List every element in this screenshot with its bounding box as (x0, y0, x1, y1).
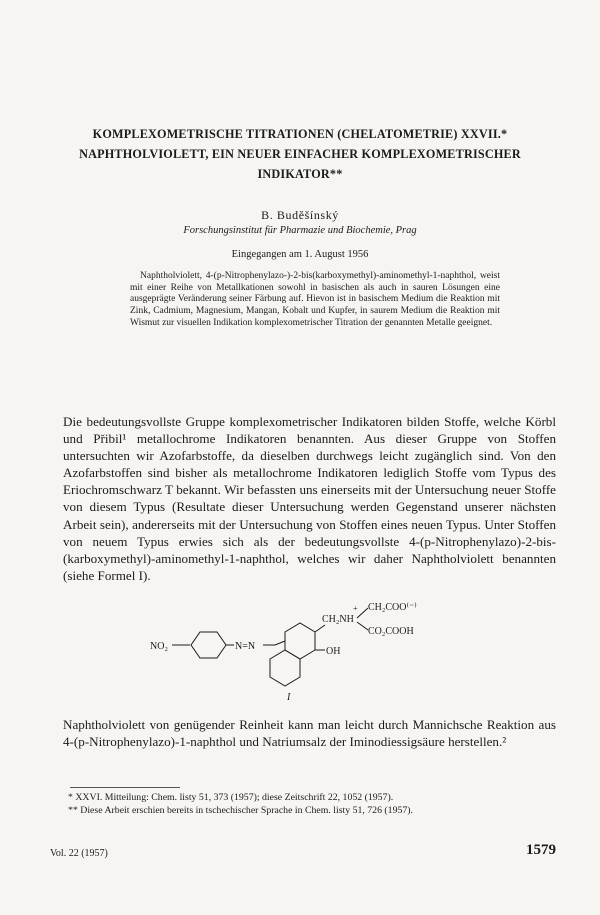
footnotes (60, 791, 560, 817)
article-title (40, 124, 560, 184)
body-section-1 (63, 413, 556, 584)
formula-co2cooh: CO₂COOH (368, 626, 414, 637)
footnote-2: ** Diese Arbeit erschien bereits in tschechischer Sprache in Chem. listy 51, 726 (1957). (68, 805, 413, 816)
abstract (130, 271, 500, 330)
formula-ch2nh: CH₂NH (322, 614, 354, 625)
bond-ring-link (275, 641, 285, 645)
bond-lower-branch (357, 622, 368, 630)
title-line-3: INDIKATOR** (257, 167, 343, 181)
footnote-1: * XXVI. Mitteilung: Chem. listy 51, 373 (1957); diese Zeitschrift 22, 1052 (1957). (68, 792, 394, 803)
title-line-2: NAPHTHOLVIOLETT, EIN NEUER EINFACHER KOMPLEXOMETRISCHER (79, 147, 521, 161)
abstract-text: Naphtholviolett, 4-(p-Nitrophenylazo-)-2-bis(karboxymethyl)-aminomethyl-1-naphthol, weist mit einer Reihe von Metallkationen sowohl in basischen als auch in sauren Lösungen eine ausgeprägte Veränderung seiner Färbung auf. Hievon ist in basischem Medium die Reaktion mit Zink, Cadmium, Magnesium, Mangan, Kobalt und Kupfer, in saurem Medium die Reaktion mit Wismut zur visuellen Indikation komplexometrischer Titration der genannten Metalle geeignet. (130, 271, 500, 328)
naphthalene-ring-lower (270, 650, 300, 686)
page-number: 1579 (526, 842, 556, 858)
body-section-2 (63, 716, 556, 750)
institute: Forschungsinstitut für Pharmazie und Biochemie, Prag (183, 225, 417, 236)
bond-upper-branch (357, 608, 368, 618)
body-paragraph-1: Die bedeutungsvollste Gruppe komplexometrischer Indikatoren bilden Stoffe, welche Körbl und Přibil¹ metallochrome Indikatoren benannten. Aus dieser Gruppe von Stoffen untersuchten wir Azofarbstoffe, da dieselben durchwegs leicht zugänglich sind. Von den Azofarbstoffen sind bisher als metallochrome Indikatoren lediglich Stoffe vom Typus des Eriochromschwarz T bekannt. Wir befassten uns einerseits mit der Untersuchung neuer Stoffe von diesem Typus (Resultate dieser Untersuchung werden Gegenstand unserer nächsten Arbeit sein), andererseits mit der Untersuchung von Stoffen eines neuen Typus. Unter Stoffen von neuem Typus erwies sich als der bedeutungsvollste 4-(p-Nitrophenylazo)-2-bis-(karboxymethyl)-aminomethyl-1-naphthol, welches wir daher Naphtholviolett benannten (siehe Formel I). (63, 414, 556, 583)
bond-ch2 (315, 625, 325, 632)
formula-no2: NO₂ (150, 641, 168, 652)
benzene-ring (191, 632, 226, 658)
formula-azo: N=N (235, 641, 256, 652)
formula-label: I (287, 692, 291, 702)
naphthalene-ring-upper (285, 623, 315, 659)
volume-info: Vol. 22 (1957) (50, 848, 108, 859)
structural-formula (150, 592, 470, 702)
footnote-divider (70, 787, 180, 788)
received-date: Eingegangen am 1. August 1956 (231, 249, 369, 260)
title-line-1: KOMPLEXOMETRISCHE TITRATIONEN (CHELATOMETRIE) XXVII.* (92, 127, 508, 141)
body-paragraph-2: Naphtholviolett von genügender Reinheit kann man leicht durch Mannichsche Reaktion aus 4-(p-Nitrophenylazo)-1-naphthol und Natriumsalz der Iminodiessigsäure herstellen.² (63, 717, 556, 750)
formula-ch2coo: CH₂COO⁽⁻⁾ (368, 602, 417, 613)
formula-oh: OH (326, 646, 341, 657)
author: B. Budĕšínský (261, 208, 339, 222)
formula-plus: + (353, 604, 358, 613)
